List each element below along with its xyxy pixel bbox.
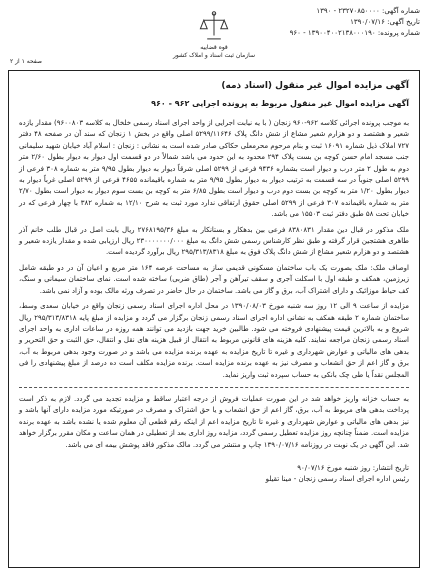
notice-box (8, 70, 420, 568)
signer: رئیس اداره اجرای اسناد رسمی زنجان - مینا تقیلو (265, 474, 409, 483)
notice-paragraph-3: اوصاف ملک: ملک بصورت یک باب ساختمان مسکونی قدیمی ساز به مساحت عرصه ۱۶۴ متر مربع و اعیان آن در دو طبقه شامل زیرزمین، همکف و طبقه اول با اسکلت آجری و سقف تیرآهن و آجر (طاق ضربی) ساخته شده است. نمای ساختمان سیمانی و سنگ، کف حیاط موزائیک و دارای اشتراک آب، برق و گاز می باشد. ساختمان در حال حاضر در تصرف ورثه مالک بوده و آزاد نمی باشد. (19, 263, 410, 295)
notice-subtitle: آگهی مزایده اموال غیر منقول مربوط به پرونده اجرایی ۹۶۲ - ۹۶۰ (151, 99, 409, 108)
page-number: صفحه ۱ از ۲ (10, 58, 42, 65)
notice-paragraph-2: ملک مذکور در قبال دین مقدار ۸۳۸۰۸۳۱ فرعی بین بدهکار و بستانکار به مبلغ ۲۷۶۸۱۹۵/۳۶ ریال بابت اصل در قبال طلب خانم آذر طاهری هشتجین قرار گرفته و طبق نظر کارشناس رسمی شش دانگ به مبلغ ۲۳۰۰۰۰۰۰۰/۰۰۰ ریال ارزیابی شده و مقدار یازده شعیر و هشتصد و دو هزارم شعیر مشاع از شش دانگ پلاک فوق به مبلغ ۲۹۵/۳۱۳/۸۳۱۸ ریال برآورد گردیده است. (19, 225, 410, 257)
organization-name (173, 44, 255, 60)
notice-paragraph-1: به موجب پرونده اجرائی کلاسه ۹۶۲-۹۶۰ زنجان ( با یه نیابت اجرایی از واحد اجرای اسناد رسمی خلخال به کلاسه ۹۶۰۰۸۰۳) مقدار یازده شعیر و هشتصد و دو هزارم شعیر مشاع از شش دانگ پلاک ۵۲۹۹/۱۱۶۴۶ اصلی واقع در بخش ۱ زنجان که سند آن در صفحه ۴۸ دفتر ۷۲۷ املاک ذیل شماره ۱۶۰۹۱ ثبت و بنام مرحوم محرمعلی حکاکی صادر شده است به نشانی : زنجان : اسلام آباد خیابان شهید سلیمانی جنب مسجد امام حسن کوچه بن بست پلاک ۲۹۴ محدود به این حدود می باشد شمالاً در دو قسمت اول دیوار به دیوار بطول ۲/۶۰ متر دوم به طول ۲ متر درب و دیوار است بشماره ۹۴۳۶ فرعی از ۵۲۹۹ اصلی شرقاً دیوار به دیوار بطول ۹/۹۵ متر به شماره ۳۰۸ فرعی از ۵۲۹۹ اصلی جنوباً در سه قسمت به ترتیب دیوار به دیوار بطول ۹/۹۵ متر به شماره باقیمانده ۴۶۵۵ فرعی از ۵۲۹۹ اصلی غرباً دیوار به دیوار بطول ۱/۲۰ متر به کوچه بن بست دوم درب و دیوار است بطول ۶/۸۵ متر به کوچه بن بست سوم دیوار به دیوار است بطول ۲/۷۰ متر به شماره باقیمانده ۳۰۷ فرعی از ۵۲۹۹ اصلی حقوق ارتفاقی ندارد مورد ثبت به شرح ۱۲/۱۰ به شماره ۳۸۲ با چهار فرعی که در خیابان تحت ۵۸ طبق دفتر ثبت ۱۵۵۰۳ می باشد. (19, 119, 410, 219)
reference-block (290, 6, 420, 39)
publish-date: تاریخ انتشار: روز شنبه مورخ ۹۰/۰۷/۱۶ (297, 463, 409, 472)
case-number: شماره پرونده: ۱۳۹۰۰۴۰۰۲۱۳۸۰۰۰۱۹۰ - ۹۶۰ (289, 29, 420, 37)
ad-date: تاریخ آگهی: ۱۳۹۰/۰۷/۱۶ (350, 18, 420, 26)
ad-number: شماره آگهی: ۲۳۲۷۰۸۵۰۰۰۰ - ۱۳۹۰ (316, 7, 420, 15)
org-line-1: قوه قضاییه (200, 44, 228, 51)
section-divider (19, 387, 409, 388)
notice-title: آگهی مزایده اموال غیر منقول (اسناد ذمه) (221, 81, 409, 91)
notice-paragraph-5: به حساب خزانه واریز خواهد شد در این صورت عملیات فروش از درجه اعتبار ساقط و مزایده تجدید می گردد. لازم به ذکر است پرداخت بدهی های مربوط به آب، برق، گاز اعم از حق انشعاب و یا حق اشتراک و مصرف در صورتیکه مورد مزایده دارای آنها باشد و نیز بدهی های مالیاتی و عوارض شهرداری و غیره تا تاریخ مزایده اعم از اینکه رقم قطعی آن معلوم شده یا نشده باشد به عهده برنده مزایده است. ضمناً چنانچه روز مزایده تعطیل رسمی گردد، مزایده روز اداری بعد از تعطیلی در همان ساعت و مکان مقرر برگزار خواهد شد. این آگهی در یک نوبت در روزنامه ۱۳۹۰/۰۷/۱۶ چاپ و منتشر می گردد. مالک مذکور فاقد پوشش بیمه ای می باشد. (19, 394, 409, 449)
notice-paragraph-4: مزایده از ساعت ۹ الی ۱۲ روز سه شنبه مورخ ۱۳۹۰/۰۸/۰۳ در محل اداره اجرای اسناد رسمی زنجان واقع در خیابان سعدی وسط، ساختمان شماره ۲ طبقه همکف به نشانی اداره اجرای اسناد رسمی زنجان برگزار می گردد و مزایده از مبلغ پایه ۲۹۵/۳۱۳/۸۳۱۸ ریال شروع و به بالاترین قیمت پیشنهادی فروخته می شود. طالبین خرید جهت بازدید می توانند همه روزه در ساعات اداری به واحد اجرای اسناد رسمی زنجان مراجعه نمایند. کلیه هزینه های قانونی مربوط به انتقال از قبیل هزینه های نقل و انتقال، حق الثبت و حق التحریر و بدهی های مالیاتی و عوارض شهرداری و غیره تا تاریخ مزایده به عهده برنده مزایده می باشد و در صورت وجود بدهی مربوط به آب، برق و گاز اعم از حق انشعاب و مصرف نیز به عهده برنده مزایده است. برنده مزایده مکلف است ده درصد از مبلغ پیشنهادی را فی المجلس نقداً یا طی چک بانکی به حساب سپرده ثبت واریز نماید. (19, 302, 409, 379)
signature-block (19, 463, 409, 485)
org-line-2: سازمان ثبت اسناد و املاک کشور (172, 52, 256, 59)
judiciary-emblem-icon (197, 10, 231, 44)
document-header (8, 6, 420, 64)
